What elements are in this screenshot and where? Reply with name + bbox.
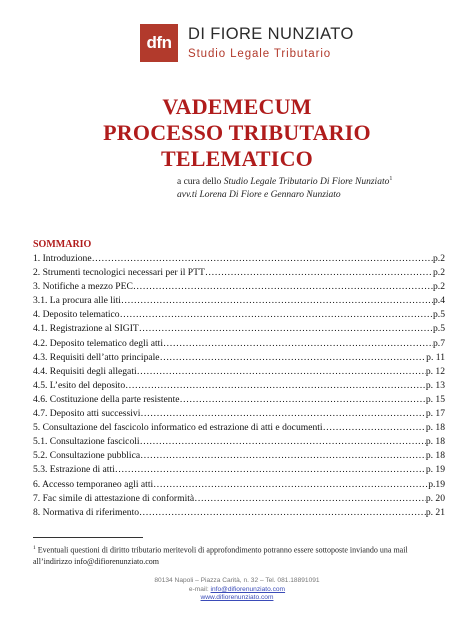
toc-entry[interactable] — [33, 478, 445, 492]
footnote-divider — [33, 537, 143, 538]
credits-authors: avv.ti Lorena Di Fiore e Gennaro Nunziato — [177, 190, 341, 201]
toc-leader-dots — [205, 266, 433, 280]
toc-entry[interactable] — [33, 308, 445, 322]
toc-entry-label: 5.2. Consultazione pubblica — [33, 450, 141, 462]
toc-entry-page: p. 20 — [425, 492, 445, 504]
toc-entry-page: p. 18 — [425, 422, 445, 434]
footnote-text: Eventuali questioni di diritto tributario meritevoli di approfondimento potranno essere sottoposte inviando una mail all’indirizzo info@difiorenunziato.com — [33, 545, 408, 566]
toc-entry-label: 4.3. Requisiti dell’atto principale — [33, 351, 160, 363]
footer-email-prefix: e-mail: — [188, 585, 211, 593]
toc-entry-page: p. 19 — [425, 464, 445, 476]
toc-entry-page: p. 17 — [425, 408, 445, 420]
toc-entry-label: 4.1. Registrazione al SIGIT — [33, 323, 139, 335]
page-footer — [0, 577, 474, 603]
toc-entry-page: p.2 — [433, 253, 445, 264]
toc-entry-page: p. 21 — [425, 506, 445, 518]
toc-entry[interactable] — [33, 421, 445, 435]
toc-leader-dots — [140, 449, 426, 463]
toc-entry[interactable] — [33, 365, 445, 379]
toc-leader-dots — [133, 280, 433, 294]
toc-entry-label: 3.1. La procura alle liti — [33, 295, 121, 307]
footer-address: 80134 Napoli – Piazza Carità, n. 32 – Tel. 081.18891091 — [154, 577, 320, 584]
toc-leader-dots — [153, 478, 428, 492]
toc-entry-page: p. 11 — [426, 351, 445, 363]
toc-entry[interactable] — [33, 322, 445, 336]
toc-entry-label: 4. Deposito telematico — [33, 309, 120, 321]
toc-entry-page: p. 18 — [425, 450, 445, 462]
toc-entry-page: p. 18 — [425, 436, 445, 448]
toc-entry[interactable] — [33, 266, 445, 280]
toc-entry[interactable] — [33, 351, 445, 365]
credits — [177, 173, 392, 202]
toc-entry-label: 5.1. Consultazione fascicoli — [33, 436, 140, 448]
footnote-mark: 1 — [33, 545, 36, 551]
toc-entry-label: 1. Introduzione — [33, 253, 92, 264]
toc-entry-label: 4.2. Deposito telematico degli atti — [33, 337, 164, 349]
table-of-contents — [33, 238, 445, 520]
toc-leader-dots — [139, 506, 426, 520]
toc-entry-label: 6. Accesso temporaneo agli atti — [33, 478, 154, 490]
toc-entry-page: p.2 — [433, 281, 445, 293]
toc-leader-dots — [163, 337, 433, 351]
toc-leader-dots — [125, 379, 426, 393]
toc-leader-dots — [323, 421, 426, 435]
toc-entry[interactable] — [33, 393, 445, 407]
toc-entry[interactable] — [33, 506, 445, 520]
toc-entry-page: p.19 — [428, 478, 445, 490]
footnote — [33, 543, 448, 567]
toc-leader-dots — [194, 492, 426, 506]
toc-leader-dots — [160, 351, 427, 365]
credits-prefix: a cura dello — [177, 177, 224, 188]
toc-entry-label: 2. Strumenti tecnologici necessari per il PTT — [33, 267, 205, 279]
toc-entry[interactable] — [33, 337, 445, 351]
footer-email-link[interactable]: info@difiorenunziato.com — [210, 585, 286, 593]
toc-entry-label: 8. Normativa di riferimento — [33, 506, 140, 518]
toc-leader-dots — [140, 407, 425, 421]
toc-entry[interactable] — [33, 280, 445, 294]
toc-entry[interactable] — [33, 435, 445, 449]
toc-entry-label: 5.3. Estrazione di atti — [33, 464, 115, 476]
firm-logo: dfn — [140, 24, 178, 62]
toc-list — [33, 252, 445, 520]
toc-entry[interactable] — [33, 463, 445, 477]
toc-entry-label: 3. Notifiche a mezzo PEC — [33, 281, 133, 293]
title-line-1: VADEMECUM — [162, 94, 312, 119]
toc-entry-page: p.5 — [433, 309, 445, 321]
toc-entry-label: 7. Fac simile di attestazione di conformità — [33, 492, 195, 504]
toc-entry-label: 4.4. Requisiti degli allegati — [33, 365, 137, 377]
toc-entry[interactable] — [33, 407, 445, 421]
toc-entry-page: p.4 — [433, 295, 445, 307]
toc-leader-dots — [180, 393, 426, 407]
credits-studio: Studio Legale Tributario Di Fiore Nunziato — [223, 177, 390, 188]
firm-subtitle: Studio Legale Tributario — [188, 48, 332, 60]
toc-entry[interactable] — [33, 492, 445, 506]
toc-leader-dots — [121, 294, 433, 308]
firm-name: DI FIORE NUNZIATO — [188, 25, 354, 43]
toc-entry-label: 4.6. Costituzione della parte resistente — [33, 393, 180, 405]
footer-website-link[interactable]: www.difiorenunziato.com — [200, 594, 274, 602]
toc-entry[interactable] — [33, 379, 445, 393]
toc-entry-page: p. 15 — [425, 393, 445, 405]
toc-leader-dots — [92, 252, 433, 266]
toc-entry-label: 5. Consultazione del fascicolo informatico ed estrazione di atti e documenti — [33, 422, 323, 434]
footnote-reference[interactable]: 1 — [389, 176, 393, 182]
toc-entry[interactable] — [33, 252, 445, 266]
toc-entry-label: 4.7. Deposito atti successivi — [33, 408, 141, 420]
toc-leader-dots — [115, 463, 426, 477]
document-title — [0, 94, 474, 172]
toc-entry-page: p.7 — [433, 337, 445, 349]
title-line-3: TELEMATICO — [161, 146, 313, 171]
toc-entry-page: p. 13 — [425, 379, 445, 391]
toc-leader-dots — [140, 435, 426, 449]
toc-entry[interactable] — [33, 294, 445, 308]
toc-leader-dots — [120, 308, 433, 322]
toc-entry-label: 4.5. L’esito del deposito — [33, 379, 126, 391]
toc-entry[interactable] — [33, 449, 445, 463]
title-line-2: PROCESSO TRIBUTARIO — [103, 120, 371, 145]
toc-entry-page: p. 12 — [425, 365, 445, 377]
toc-leader-dots — [139, 322, 433, 336]
toc-entry-page: p.5 — [433, 323, 445, 335]
toc-leader-dots — [137, 365, 426, 379]
letterhead — [0, 20, 474, 64]
summary-heading: SOMMARIO — [33, 239, 92, 250]
toc-entry-page: p.2 — [433, 267, 445, 279]
